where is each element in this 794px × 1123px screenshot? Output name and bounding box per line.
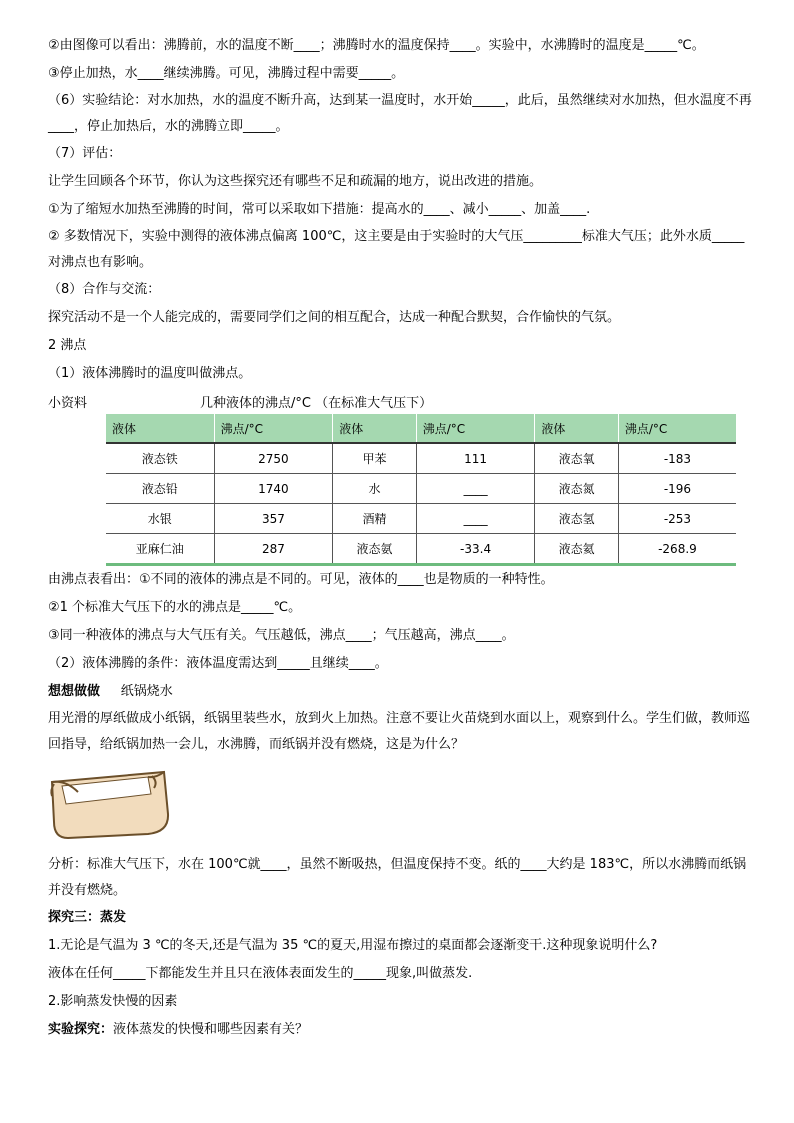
table-caption: 几种液体的沸点/°C （在标准大气压下） (200, 395, 433, 411)
table-cell: 357 (214, 504, 333, 534)
text-line: 探究活动不是一个人能完成的，需要同学们之间的相互配合，达成一种配合默契，合作愉快的气氛。 (48, 310, 621, 325)
text-line: 液体在任何_____下都能发生并且只在液体表面发生的_____现象,叫做蒸发. (48, 966, 473, 981)
paper-pot-illustration-icon (48, 764, 172, 842)
table-label: 小资料 (48, 395, 88, 411)
table-row (106, 504, 736, 534)
table-cell: 287 (214, 534, 333, 565)
table-cell: -268.9 (618, 534, 736, 565)
activity-title: 想想做做 (48, 684, 101, 699)
experiment-heading (48, 1016, 753, 1044)
table-cell: -183 (618, 443, 736, 474)
boiling-point-table (106, 414, 736, 566)
text-line: ③同一种液体的沸点与大气压有关。气压越低，沸点____；气压越高，沸点____。 (48, 628, 515, 643)
experiment-question: 液体蒸发的快慢和哪些因素有关？ (113, 1022, 309, 1037)
table-cell: 液态氨 (333, 534, 417, 565)
table-cell: ____ (416, 474, 535, 504)
text-line: （1）液体沸腾时的温度叫做沸点。 (48, 366, 252, 381)
text-line: ②由图像可以看出：沸腾前，水的温度不断____；沸腾时水的温度保持____。实验中，水沸腾时的温度是_____℃。 (48, 38, 705, 53)
text-line: （2）液体沸腾的条件：液体温度需达到_____且继续____。 (48, 656, 388, 671)
table-cell: -253 (618, 504, 736, 534)
text-paragraph: 用光滑的厚纸做成小纸锅，纸锅里装些水，放到火上加热。注意不要让火苗烧到水面以上，观察到什么。学生们做，教师巡回指导，给纸锅加热一会儿，水沸腾，而纸锅并没有燃烧，这是为什么？ (48, 711, 751, 752)
table-cell: 水 (333, 474, 417, 504)
table-cell: 111 (416, 443, 535, 474)
table-cell: 液态氦 (535, 534, 619, 565)
table-caption-row (48, 388, 753, 414)
section-heading: 探究三：蒸发 (48, 910, 127, 925)
column-header: 沸点/°C (214, 414, 333, 443)
text-line: ②1 个标准大气压下的水的沸点是_____℃。 (48, 600, 302, 615)
table-cell: 2750 (214, 443, 333, 474)
table-cell: 液态氮 (535, 474, 619, 504)
table-cell: 液态铁 (106, 443, 214, 474)
table-cell: 酒精 (333, 504, 417, 534)
section-heading: （8）合作与交流： (48, 282, 161, 297)
table-row (106, 534, 736, 565)
text-line: ①为了缩短水加热至沸腾的时间，常可以采取如下措施：提高水的____、减小_____、加盖____. (48, 202, 591, 217)
table-cell: -196 (618, 474, 736, 504)
text-paragraph: ② 多数情况下，实验中测得的液体沸点偏离 100℃，这主要是由于实验时的大气压_________标准大气压；此外水质_____对沸点也有影响。 (48, 229, 745, 270)
table-header-row (106, 414, 736, 443)
experiment-label: 实验探究： (48, 1022, 114, 1037)
table-cell: -33.4 (416, 534, 535, 565)
column-header: 液体 (333, 414, 417, 443)
table-row (106, 474, 736, 504)
text-paragraph: （6）实验结论：对水加热，水的温度不断升高，达到某一温度时，水开始_____，此后，虽然继续对水加热，但水温度不再____，停止加热后，水的沸腾立即_____。 (48, 93, 752, 134)
table-cell: 液态氧 (535, 443, 619, 474)
column-header: 沸点/°C (416, 414, 535, 443)
section-heading: 2 沸点 (48, 338, 87, 353)
text-line: 1.无论是气温为 3 ℃的冬天,还是气温为 35 ℃的夏天,用湿布擦过的桌面都会逐渐变干.这种现象说明什么? (48, 938, 658, 953)
table-cell: 1740 (214, 474, 333, 504)
column-header: 液体 (535, 414, 619, 443)
table-cell: 甲苯 (333, 443, 417, 474)
activity-subtitle: 纸锅烧水 (120, 684, 173, 699)
text-line: 由沸点表看出：①不同的液体的沸点是不同的。可见，液体的____也是物质的一种特性。 (48, 572, 554, 587)
column-header: 沸点/°C (618, 414, 736, 443)
activity-heading (48, 678, 753, 706)
table-cell: 液态铅 (106, 474, 214, 504)
text-paragraph: 分析：标准大气压下，水在 100℃就____，虽然不断吸热，但温度保持不变。纸的____大约是 183℃，所以水沸腾而纸锅并没有燃烧。 (48, 857, 747, 898)
table-cell: 液态氢 (535, 504, 619, 534)
table-cell: 亚麻仁油 (106, 534, 214, 565)
table-row (106, 443, 736, 474)
document-page (48, 32, 753, 1044)
text-line: ③停止加热，水____继续沸腾。可见，沸腾过程中需要_____。 (48, 66, 405, 81)
table-cell: ____ (416, 504, 535, 534)
text-line: 让学生回顾各个环节，你认为这些探究还有哪些不足和疏漏的地方，说出改进的措施。 (48, 174, 543, 189)
section-heading: （7）评估： (48, 146, 122, 161)
text-line: 2.影响蒸发快慢的因素 (48, 994, 178, 1009)
column-header: 液体 (106, 414, 214, 443)
table-cell: 水银 (106, 504, 214, 534)
